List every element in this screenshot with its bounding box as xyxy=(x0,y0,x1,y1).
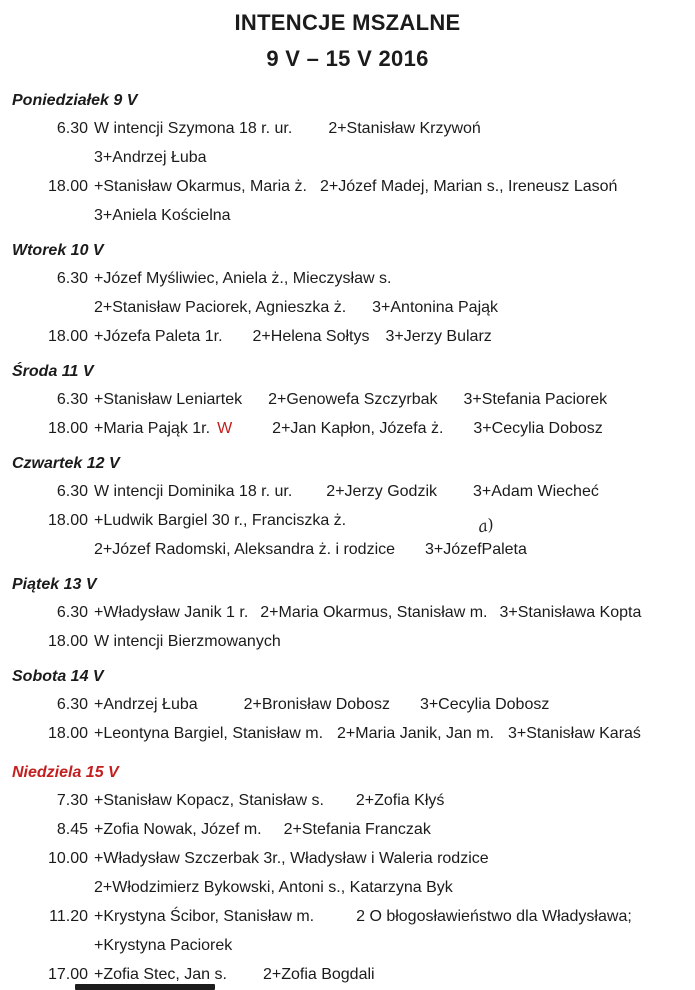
day-section xyxy=(0,238,695,351)
mass-line xyxy=(12,506,695,535)
intention-text: +Władysław Szczerbak 3r., Władysław i Waleria rodzice xyxy=(94,850,489,867)
intention-text: +Maria Pająk 1r. xyxy=(94,420,211,437)
mass-line xyxy=(12,719,695,748)
intention-text: +Ludwik Bargiel 30 r., Franciszka ż. xyxy=(94,512,347,529)
intention-text: 2+Józef Madej, Marian s., Ireneusz Lasoń xyxy=(319,178,618,195)
mass-line xyxy=(12,690,695,719)
day-section xyxy=(0,88,695,230)
day-section xyxy=(0,451,695,564)
handwritten-annotation: a) xyxy=(475,514,495,537)
mass-time: 18.00 xyxy=(47,328,88,345)
intention-text: +Stanisław Leniartek xyxy=(94,391,243,408)
mass-time: 18.00 xyxy=(47,725,88,742)
intention-text: 2+Genowefa Szczyrbak xyxy=(268,391,438,408)
intention-text: +Krystyna Paciorek xyxy=(94,937,233,954)
intention-text: 2+Maria Okarmus, Stanisław m. xyxy=(260,604,488,621)
mass-time: 18.00 xyxy=(47,633,88,650)
intention-text: 2+Maria Janik, Jan m. xyxy=(337,725,494,742)
day-heading: Poniedziałek 9 V xyxy=(12,92,138,109)
intention-text: +Zofia Stec, Jan s. xyxy=(94,966,227,983)
mass-time: 6.30 xyxy=(56,604,88,621)
intention-text: +Leontyna Bargiel, Stanisław m. xyxy=(94,725,324,742)
intention-text: 2+Helena Sołtys xyxy=(252,328,370,345)
mass-line xyxy=(12,598,695,627)
day-heading: Sobota 14 V xyxy=(12,668,104,685)
intention-text: 3+Adam Wiecheć xyxy=(473,483,599,500)
mass-line xyxy=(12,322,695,351)
intention-text: 3+Cecylia Dobosz xyxy=(473,420,603,437)
intention-text: 2+Jerzy Godzik xyxy=(326,483,438,500)
mass-line xyxy=(12,264,695,293)
mass-time: 6.30 xyxy=(56,120,88,137)
intention-text: 2+Bronisław Dobosz xyxy=(243,696,390,713)
day-heading: Środa 11 V xyxy=(12,363,94,380)
intention-text: 2+Zofia Kłyś xyxy=(355,792,445,809)
intention-text: W intencji Dominika 18 r. ur. xyxy=(94,483,293,500)
mass-time: 17.00 xyxy=(47,966,88,983)
mass-time: 18.00 xyxy=(47,178,88,195)
day-section xyxy=(0,572,695,656)
mass-line xyxy=(12,931,695,960)
day-section xyxy=(0,664,695,748)
intention-text: 3+Aniela Kościelna xyxy=(94,207,231,224)
intention-text: 2+Jan Kapłon, Józefa ż. xyxy=(272,420,444,437)
day-section xyxy=(0,760,695,989)
intention-text: +Józef Myśliwiec, Aniela ż., Mieczysław s. xyxy=(94,270,392,287)
intention-text: 2 O błogosławieństwo dla Władysława; xyxy=(356,908,632,925)
intention-text: 3+Stanisław Karaś xyxy=(507,725,641,742)
intention-text: +Andrzej Łuba xyxy=(94,696,198,713)
mass-line xyxy=(12,414,695,443)
scan-artifact xyxy=(75,984,215,990)
intention-text: 2+Stanisław Paciorek, Agnieszka ż. xyxy=(94,299,347,316)
intention-text: +Stanisław Kopacz, Stanisław s. xyxy=(94,792,324,809)
mass-line xyxy=(12,627,695,656)
page-title: INTENCJE MSZALNE xyxy=(234,10,461,35)
day-heading: Wtorek 10 V xyxy=(12,242,104,259)
mass-line xyxy=(12,293,695,322)
mass-time: 6.30 xyxy=(56,696,88,713)
day-heading: Piątek 13 V xyxy=(12,576,97,593)
day-section xyxy=(0,359,695,443)
mass-time: 10.00 xyxy=(47,850,88,867)
mass-line xyxy=(12,844,695,873)
intention-text: W xyxy=(217,420,233,437)
mass-time: 6.30 xyxy=(56,270,88,287)
mass-time: 6.30 xyxy=(56,391,88,408)
intention-text: 3+Cecylia Dobosz xyxy=(419,696,550,713)
mass-time: 8.45 xyxy=(56,821,88,838)
intention-text: 3+Antonina Pająk xyxy=(372,299,499,316)
intention-text: 3+Andrzej Łuba xyxy=(94,149,207,166)
intention-text: 3+Stefania Paciorek xyxy=(463,391,608,408)
mass-line xyxy=(12,902,695,931)
page-subtitle: 9 V – 15 V 2016 xyxy=(266,46,429,71)
mass-line xyxy=(12,477,695,506)
intention-text: 2+Włodzimierz Bykowski, Antoni s., Katarzyna Byk xyxy=(94,879,453,896)
intention-text: +Władysław Janik 1 r. xyxy=(94,604,249,621)
intention-text: 2+Stanisław Krzywoń xyxy=(328,120,481,137)
intention-text: 2+Stefania Franczak xyxy=(283,821,431,838)
intention-text: +Stanisław Okarmus, Maria ż. xyxy=(94,178,307,195)
day-heading: Czwartek 12 V xyxy=(12,455,120,472)
intention-text: 3+Jerzy Bularz xyxy=(385,328,492,345)
mass-time: 11.20 xyxy=(49,908,88,925)
mass-time: 7.30 xyxy=(56,792,88,809)
mass-line xyxy=(12,786,695,815)
mass-line xyxy=(12,114,695,143)
intention-text: +Józefa Paleta 1r. xyxy=(94,328,223,345)
mass-line xyxy=(12,201,695,230)
intention-text: +Zofia Nowak, Józef m. xyxy=(94,821,262,838)
mass-line xyxy=(12,873,695,902)
mass-line xyxy=(12,385,695,414)
mass-time: 6.30 xyxy=(56,483,88,500)
mass-line xyxy=(12,143,695,172)
intention-text: a) Paleta xyxy=(475,514,527,558)
mass-line xyxy=(12,172,695,201)
mass-time: 18.00 xyxy=(47,512,88,529)
intention-text: +Krystyna Ścibor, Stanisław m. xyxy=(94,908,315,925)
mass-line xyxy=(12,815,695,844)
schedule xyxy=(0,88,695,989)
day-heading: Niedziela 15 V xyxy=(12,764,119,781)
intention-text: 3+Stanisława Kopta xyxy=(499,604,642,621)
intention-text: W intencji Szymona 18 r. ur. xyxy=(94,120,293,137)
intention-text: W intencji Bierzmowanych xyxy=(94,633,281,650)
intention-text: 2+Zofia Bogdali xyxy=(262,966,375,983)
intention-text: 3+Józef xyxy=(425,541,482,558)
intention-text: 2+Józef Radomski, Aleksandra ż. i rodzice xyxy=(94,541,396,558)
mass-time: 18.00 xyxy=(47,420,88,437)
